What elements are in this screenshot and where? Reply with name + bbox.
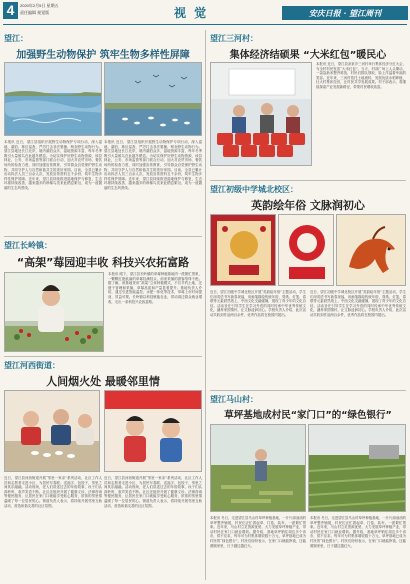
masthead	[0, 0, 410, 27]
article-2-kicker: 望江三河村：	[210, 34, 258, 43]
article-6-headline: 草坪基地成村民“家门口”的“绿色银行”	[224, 410, 392, 421]
article-1-body-col-2: 本报讯 近日，望江县组织开展野生动物保护专项行动，深入湿地、湖泊、林区巡查，严厉打击非法猎捕、贩卖野生动物行为。望江县地处长江北岸，境内湖泊众多，湿地资源丰富，每年冬季吸引大量候鸟在此越冬栖息。为切实保护好野生动物资源，该县林业、公安、市场监管等部门联合行动，加大对农贸市场、餐饮场所的检查力度，同时加强宣传教育，引导群众自觉保护野生动物，共同守护人与自然和谐共生的美好家园。目前，全县已累计出动执法人员三百余人次，发放宣传资料五千余份，筑牢生物多样性保护屏障。近年来，望江县持续推进湿地保护与修复，生态环境持续改善，越来越多的珍稀鸟类来此栖息繁衍，成为一道靓丽的生态风景线。	[104, 140, 202, 190]
article-3-headline: 英韵绘年俗 文脉润初心	[251, 199, 365, 212]
section-rule	[4, 356, 202, 357]
article-5-headline: 人间烟火处 最暖邻里情	[46, 375, 160, 388]
issue-date: 2020年2月5日 星期五	[20, 3, 59, 8]
page-number: 4	[3, 2, 18, 19]
article-6-body-col-1: 本报讯 冬日，走进望江县马山村草坪种植基地，一片片绿油油的草坪整齐铺展，村民们正忙着起草、打卷、装车，一派繁忙景象。近年来，马山村立足资源优势，大力发展草坪种植产业，带动村民在家门口就业增收。据介绍，基地草坪销往周边多个省市，供不应求，每年可为村集体增收数十万元，草坪基地已成为村民的“绿色银行”。村民们纷纷表示，在家门口就能挣钱，还能照顾家里，日子越过越红火。	[210, 516, 306, 548]
article-1-body-col-1: 本报讯 近日，望江县组织开展野生动物保护专项行动，深入湿地、湖泊、林区巡查，严厉打击非法猎捕、贩卖野生动物行为。望江县地处长江北岸，境内湖泊众多，湿地资源丰富，每年冬季吸引大量候鸟在此越冬栖息。为切实保护好野生动物资源，该县林业、公安、市场监管等部门联合行动，加大对农贸市场、餐饮场所的检查力度，同时加强宣传教育，引导群众自觉保护野生动物，共同守护人与自然和谐共生的美好家园。目前，全县已累计出动执法人员三百余人次，发放宣传资料五千余份，筑牢生物多样性保护屏障。近年来，望江县持续推进湿地保护与修复，生态环境持续改善，越来越多的珍稀鸟类来此栖息繁衍，成为一道靓丽的生态风景线。	[4, 140, 102, 190]
article-4-headline: “高架”莓园迎丰收 科技兴农拓富路	[16, 256, 190, 269]
article-3-artwork-paper-cut	[278, 214, 334, 286]
article-5-photo-children	[104, 390, 202, 472]
article-6-kicker: 望江马山村：	[210, 395, 258, 404]
section-rule	[210, 390, 406, 391]
article-5-photo-dumplings	[4, 390, 100, 472]
article-4-kicker: 望江长岭镇：	[4, 241, 52, 250]
article-4-photo-strawberry-picker	[4, 272, 104, 352]
article-3-body-col-2: 近日，望江初级中学城北校区开展“英韵绘年俗”主题活动，学生们用英语书写新春祝福，用画笔描绘传统年俗，剪纸、灯笼、春联等元素跃然纸上，中西文化交融碰撞，展现了青少年的文化自信。活动旨在引导学生在学习外语的同时传承中华优秀传统文化，涵养家国情怀，让文脉浸润初心。学校负责人介绍，此次活动共收到作品两百余件，优秀作品将在校园内展出。	[310, 290, 406, 317]
section-rule	[4, 236, 202, 237]
article-1-kicker: 望江：	[4, 34, 28, 43]
masthead-rule	[3, 24, 407, 25]
article-6-body-col-2: 本报讯 冬日，走进望江县马山村草坪种植基地，一片片绿油油的草坪整齐铺展，村民们正忙着起草、打卷、装车，一派繁忙景象。近年来，马山村立足资源优势，大力发展草坪种植产业，带动村民在家门口就业增收。据介绍，基地草坪销往周边多个省市，供不应求，每年可为村集体增收数十万元，草坪基地已成为村民的“绿色银行”。村民们纷纷表示，在家门口就能挣钱，还能照顾家里，日子越过越红火。	[310, 516, 406, 548]
newspaper-brand: 安庆日报 · 望江周刊	[282, 6, 408, 20]
article-6-photo-turf-worker	[210, 424, 306, 512]
article-3-body-col-1: 近日，望江初级中学城北校区开展“英韵绘年俗”主题活动，学生们用英语书写新春祝福，用画笔描绘传统年俗，剪纸、灯笼、春联等元素跃然纸上，中西文化交融碰撞，展现了青少年的文化自信。活动旨在引导学生在学习外语的同时传承中华优秀传统文化，涵养家国情怀，让文脉浸润初心。学校负责人介绍，此次活动共收到作品两百余件，优秀作品将在校园内展出。	[210, 290, 306, 317]
article-4-body: 本报讯 眼下，望江县长岭镇的草莓种植基地内一派繁忙景象，一颗颗红艳欲滴的草莓挂满枝头，前来采摘的游客络绎不绝。据了解，该基地采用“高架”立体种植模式，不仅节约土地，还便于管理和采摘，草莓品质和产量显著提升。基地负责人介绍，通过引进智能温控、水肥一体化等技术，草莓上市时间提前，效益可观。长岭镇以科技赋能农业，带动周边群众就业增收，走出一条科技兴农致富路。	[108, 272, 202, 304]
article-3-artwork-happy-new-year	[210, 214, 276, 286]
article-2-headline: 集体经济结硕果 “大米红包”暖民心	[229, 50, 387, 61]
article-3-artwork-horse	[336, 214, 406, 286]
article-5-kicker: 望江河西街道：	[4, 361, 60, 370]
article-5-body-col-2: 近日，望江县河西街道开展“邻里一家亲”系列活动，社区工作人员和志愿者走进小区，为居民写春联、送福字、包饺子，邻里之间其乐融融。活动现场，老人们讲述过去的年俗故事，孩子们认真聆听，欢声笑语不断。社区还组织开展了健康义诊、法律咨询等便民服务，让居民在家门口就能享受贴心服务，浓浓的邻里情温暖了每一位居民的心。街道负责人表示，将持续开展邻里互助活动，营造和谐友善的社区氛围。	[104, 476, 202, 508]
article-1-photo-wetland	[4, 62, 102, 136]
article-5-body-col-1: 近日，望江县河西街道开展“邻里一家亲”系列活动，社区工作人员和志愿者走进小区，为居民写春联、送福字、包饺子，邻里之间其乐融融。活动现场，老人们讲述过去的年俗故事，孩子们认真聆听，欢声笑语不断。社区还组织开展了健康义诊、法律咨询等便民服务，让居民在家门口就能享受贴心服务，浓浓的邻里情温暖了每一位居民的心。街道负责人表示，将持续开展邻里互助活动，营造和谐友善的社区氛围。	[4, 476, 102, 508]
article-3-kicker: 望江初级中学城北校区：	[210, 185, 298, 194]
column-divider	[205, 30, 206, 580]
article-2-photo-rice-distribution	[210, 62, 312, 166]
article-1-headline: 加强野生动物保护 筑牢生物多样性屏障	[16, 50, 190, 61]
section-title: 视 觉	[174, 6, 209, 20]
section-rule	[210, 180, 406, 181]
article-1-photo-birds	[104, 62, 202, 136]
article-2-body: 本报讯 近日，望江县凉泉乡三河村举行集体经济分红大会，为全村村民发放“大米红包”。当天，村部广场上人头攒动，一袋袋新米整齐堆放，村民们排队领取，脸上洋溢着幸福的笑容。近年来，三河村依托土地流转，发展优质水稻种植，壮大村集体经济，让村民共享发展成果。村干部表示，将继续探索产业发展新路径，带领村民增收致富。	[316, 62, 406, 89]
page-editor: 责任编辑 视觉版	[20, 10, 50, 15]
article-6-photo-turf-field	[308, 424, 406, 512]
